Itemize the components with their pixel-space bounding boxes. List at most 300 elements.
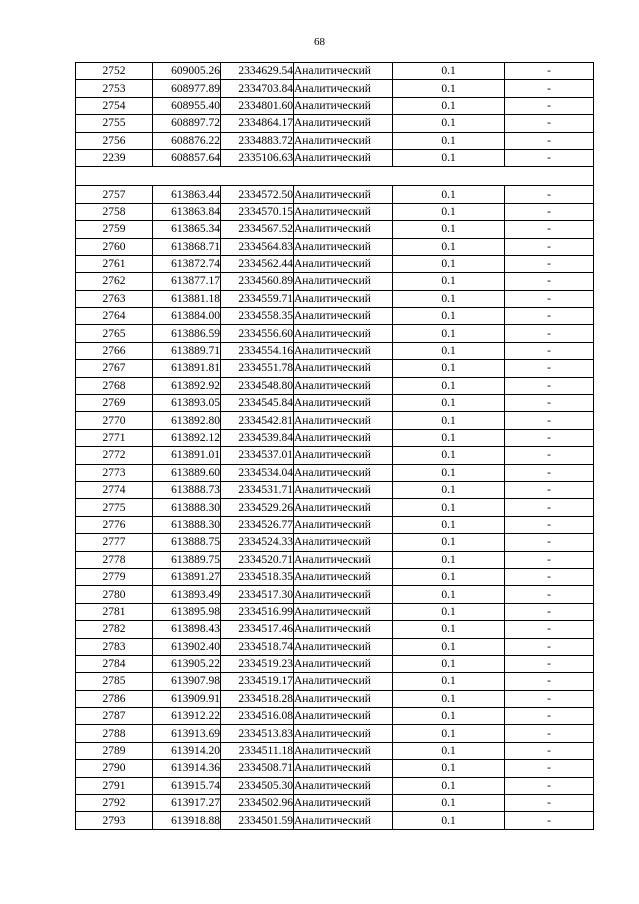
point-number-cell: 2784 <box>76 655 153 672</box>
note-cell: - <box>505 777 594 794</box>
note-cell: - <box>505 742 594 759</box>
x-coordinate-cell: 613893.49 <box>153 586 221 603</box>
accuracy-cell: 0.1 <box>393 499 505 516</box>
note-cell: - <box>505 760 594 777</box>
method-cell: Аналитический <box>294 603 393 620</box>
table-row <box>76 342 594 359</box>
note-cell: - <box>505 80 594 97</box>
x-coordinate-cell: 613889.71 <box>153 342 221 359</box>
x-coordinate-cell: 613891.81 <box>153 360 221 377</box>
point-number-cell: 2765 <box>76 325 153 342</box>
accuracy-cell: 0.1 <box>393 115 505 132</box>
y-coordinate-cell: 2334501.59 <box>221 812 294 829</box>
method-cell: Аналитический <box>294 447 393 464</box>
x-coordinate-cell: 613884.00 <box>153 308 221 325</box>
y-coordinate-cell: 2334801.60 <box>221 97 294 114</box>
point-number-cell: 2777 <box>76 534 153 551</box>
table-row <box>76 238 594 255</box>
table-row <box>76 516 594 533</box>
x-coordinate-cell: 613891.01 <box>153 447 221 464</box>
point-number-cell: 2755 <box>76 115 153 132</box>
method-cell: Аналитический <box>294 725 393 742</box>
point-number-cell: 2781 <box>76 603 153 620</box>
table-row <box>76 655 594 672</box>
y-coordinate-cell: 2334519.23 <box>221 655 294 672</box>
y-coordinate-cell: 2334572.50 <box>221 186 294 203</box>
method-cell: Аналитический <box>294 377 393 394</box>
point-number-cell: 2753 <box>76 80 153 97</box>
x-coordinate-cell: 613863.44 <box>153 186 221 203</box>
table-row <box>76 481 594 498</box>
point-number-cell: 2790 <box>76 760 153 777</box>
note-cell: - <box>505 516 594 533</box>
table-row <box>76 429 594 446</box>
y-coordinate-cell: 2334534.04 <box>221 464 294 481</box>
point-number-cell: 2791 <box>76 777 153 794</box>
point-number-cell: 2239 <box>76 149 153 166</box>
note-cell: - <box>505 360 594 377</box>
table-row <box>76 255 594 272</box>
y-coordinate-cell: 2334502.96 <box>221 795 294 812</box>
point-number-cell: 2767 <box>76 360 153 377</box>
y-coordinate-cell: 2334518.28 <box>221 690 294 707</box>
y-coordinate-cell: 2334511.18 <box>221 742 294 759</box>
note-cell: - <box>505 725 594 742</box>
accuracy-cell: 0.1 <box>393 377 505 394</box>
table-row <box>76 551 594 568</box>
y-coordinate-cell: 2334516.99 <box>221 603 294 620</box>
table-row <box>76 499 594 516</box>
method-cell: Аналитический <box>294 812 393 829</box>
x-coordinate-cell: 613909.91 <box>153 690 221 707</box>
table-row <box>76 377 594 394</box>
method-cell: Аналитический <box>294 481 393 498</box>
method-cell: Аналитический <box>294 203 393 220</box>
note-cell: - <box>505 708 594 725</box>
table-row <box>76 621 594 638</box>
x-coordinate-cell: 613868.71 <box>153 238 221 255</box>
point-number-cell: 2757 <box>76 186 153 203</box>
method-cell: Аналитический <box>294 586 393 603</box>
y-coordinate-cell: 2334513.83 <box>221 725 294 742</box>
note-cell: - <box>505 481 594 498</box>
y-coordinate-cell: 2334556.60 <box>221 325 294 342</box>
table-row <box>76 673 594 690</box>
x-coordinate-cell: 613877.17 <box>153 273 221 290</box>
x-coordinate-cell: 613914.36 <box>153 760 221 777</box>
x-coordinate-cell: 613907.98 <box>153 673 221 690</box>
note-cell: - <box>505 429 594 446</box>
method-cell: Аналитический <box>294 760 393 777</box>
x-coordinate-cell: 613888.73 <box>153 481 221 498</box>
accuracy-cell: 0.1 <box>393 221 505 238</box>
method-cell: Аналитический <box>294 221 393 238</box>
method-cell: Аналитический <box>294 690 393 707</box>
table-row <box>76 97 594 114</box>
accuracy-cell: 0.1 <box>393 97 505 114</box>
x-coordinate-cell: 613917.27 <box>153 795 221 812</box>
method-cell: Аналитический <box>294 673 393 690</box>
y-coordinate-cell: 2334629.54 <box>221 63 294 80</box>
point-number-cell: 2786 <box>76 690 153 707</box>
x-coordinate-cell: 608857.64 <box>153 149 221 166</box>
table-row <box>76 412 594 429</box>
method-cell: Аналитический <box>294 516 393 533</box>
point-number-cell: 2769 <box>76 395 153 412</box>
note-cell: - <box>505 447 594 464</box>
accuracy-cell: 0.1 <box>393 568 505 585</box>
table-row <box>76 742 594 759</box>
table-row <box>76 203 594 220</box>
accuracy-cell: 0.1 <box>393 186 505 203</box>
y-coordinate-cell: 2334537.01 <box>221 447 294 464</box>
accuracy-cell: 0.1 <box>393 516 505 533</box>
note-cell: - <box>505 342 594 359</box>
method-cell: Аналитический <box>294 412 393 429</box>
table-row <box>76 325 594 342</box>
x-coordinate-cell: 613895.98 <box>153 603 221 620</box>
y-coordinate-cell: 2334517.46 <box>221 621 294 638</box>
y-coordinate-cell: 2334518.35 <box>221 568 294 585</box>
point-number-cell: 2759 <box>76 221 153 238</box>
table-row <box>76 63 594 80</box>
point-number-cell: 2763 <box>76 290 153 307</box>
x-coordinate-cell: 613898.43 <box>153 621 221 638</box>
method-cell: Аналитический <box>294 273 393 290</box>
method-cell: Аналитический <box>294 63 393 80</box>
y-coordinate-cell: 2334864.17 <box>221 115 294 132</box>
note-cell: - <box>505 499 594 516</box>
x-coordinate-cell: 613915.74 <box>153 777 221 794</box>
coordinates-table <box>75 62 594 830</box>
table-row <box>76 795 594 812</box>
y-coordinate-cell: 2334564.83 <box>221 238 294 255</box>
method-cell: Аналитический <box>294 429 393 446</box>
x-coordinate-cell: 608876.22 <box>153 132 221 149</box>
table-row <box>76 149 594 166</box>
method-cell: Аналитический <box>294 149 393 166</box>
point-number-cell: 2758 <box>76 203 153 220</box>
coordinates-table-body <box>76 63 594 830</box>
x-coordinate-cell: 613918.88 <box>153 812 221 829</box>
method-cell: Аналитический <box>294 638 393 655</box>
note-cell: - <box>505 63 594 80</box>
point-number-cell: 2789 <box>76 742 153 759</box>
accuracy-cell: 0.1 <box>393 360 505 377</box>
y-coordinate-cell: 2335106.63 <box>221 149 294 166</box>
method-cell: Аналитический <box>294 708 393 725</box>
table-row <box>76 638 594 655</box>
x-coordinate-cell: 608897.72 <box>153 115 221 132</box>
accuracy-cell: 0.1 <box>393 481 505 498</box>
table-row <box>76 464 594 481</box>
note-cell: - <box>505 655 594 672</box>
accuracy-cell: 0.1 <box>393 777 505 794</box>
point-number-cell: 2785 <box>76 673 153 690</box>
y-coordinate-cell: 2334703.84 <box>221 80 294 97</box>
x-coordinate-cell: 613865.34 <box>153 221 221 238</box>
y-coordinate-cell: 2334524.33 <box>221 534 294 551</box>
method-cell: Аналитический <box>294 80 393 97</box>
y-coordinate-cell: 2334559.71 <box>221 290 294 307</box>
x-coordinate-cell: 613888.30 <box>153 499 221 516</box>
method-cell: Аналитический <box>294 360 393 377</box>
x-coordinate-cell: 613891.27 <box>153 568 221 585</box>
accuracy-cell: 0.1 <box>393 673 505 690</box>
note-cell: - <box>505 795 594 812</box>
method-cell: Аналитический <box>294 777 393 794</box>
note-cell: - <box>505 132 594 149</box>
table-row <box>76 80 594 97</box>
point-number-cell: 2783 <box>76 638 153 655</box>
note-cell: - <box>505 568 594 585</box>
y-coordinate-cell: 2334517.30 <box>221 586 294 603</box>
accuracy-cell: 0.1 <box>393 551 505 568</box>
accuracy-cell: 0.1 <box>393 149 505 166</box>
accuracy-cell: 0.1 <box>393 760 505 777</box>
x-coordinate-cell: 613912.22 <box>153 708 221 725</box>
table-row <box>76 221 594 238</box>
table-row <box>76 447 594 464</box>
table-row <box>76 115 594 132</box>
note-cell: - <box>505 412 594 429</box>
point-number-cell: 2782 <box>76 621 153 638</box>
note-cell: - <box>505 238 594 255</box>
point-number-cell: 2774 <box>76 481 153 498</box>
table-row <box>76 777 594 794</box>
point-number-cell: 2780 <box>76 586 153 603</box>
note-cell: - <box>505 621 594 638</box>
x-coordinate-cell: 613914.20 <box>153 742 221 759</box>
note-cell: - <box>505 673 594 690</box>
note-cell: - <box>505 115 594 132</box>
accuracy-cell: 0.1 <box>393 342 505 359</box>
table-row <box>76 725 594 742</box>
y-coordinate-cell: 2334570.15 <box>221 203 294 220</box>
y-coordinate-cell: 2334554.16 <box>221 342 294 359</box>
x-coordinate-cell: 613881.18 <box>153 290 221 307</box>
table-row <box>76 708 594 725</box>
x-coordinate-cell: 613872.74 <box>153 255 221 272</box>
point-number-cell: 2754 <box>76 97 153 114</box>
table-row <box>76 534 594 551</box>
note-cell: - <box>505 221 594 238</box>
point-number-cell: 2761 <box>76 255 153 272</box>
x-coordinate-cell: 608955.40 <box>153 97 221 114</box>
x-coordinate-cell: 613892.80 <box>153 412 221 429</box>
table-row <box>76 395 594 412</box>
method-cell: Аналитический <box>294 395 393 412</box>
point-number-cell: 2787 <box>76 708 153 725</box>
point-number-cell: 2760 <box>76 238 153 255</box>
note-cell: - <box>505 377 594 394</box>
point-number-cell: 2768 <box>76 377 153 394</box>
table-row <box>76 186 594 203</box>
note-cell: - <box>505 551 594 568</box>
accuracy-cell: 0.1 <box>393 464 505 481</box>
table-row <box>76 308 594 325</box>
point-number-cell: 2752 <box>76 63 153 80</box>
x-coordinate-cell: 608977.89 <box>153 80 221 97</box>
note-cell: - <box>505 203 594 220</box>
accuracy-cell: 0.1 <box>393 429 505 446</box>
y-coordinate-cell: 2334545.84 <box>221 395 294 412</box>
accuracy-cell: 0.1 <box>393 586 505 603</box>
y-coordinate-cell: 2334567.52 <box>221 221 294 238</box>
y-coordinate-cell: 2334518.74 <box>221 638 294 655</box>
accuracy-cell: 0.1 <box>393 238 505 255</box>
accuracy-cell: 0.1 <box>393 63 505 80</box>
method-cell: Аналитический <box>294 551 393 568</box>
x-coordinate-cell: 613902.40 <box>153 638 221 655</box>
note-cell: - <box>505 149 594 166</box>
method-cell: Аналитический <box>294 325 393 342</box>
accuracy-cell: 0.1 <box>393 412 505 429</box>
table-row <box>76 760 594 777</box>
note-cell: - <box>505 586 594 603</box>
note-cell: - <box>505 186 594 203</box>
table-row <box>76 812 594 829</box>
point-number-cell: 2770 <box>76 412 153 429</box>
table-row <box>76 273 594 290</box>
accuracy-cell: 0.1 <box>393 812 505 829</box>
note-cell: - <box>505 638 594 655</box>
accuracy-cell: 0.1 <box>393 80 505 97</box>
note-cell: - <box>505 273 594 290</box>
method-cell: Аналитический <box>294 238 393 255</box>
table-row <box>76 132 594 149</box>
method-cell: Аналитический <box>294 342 393 359</box>
point-number-cell: 2764 <box>76 308 153 325</box>
y-coordinate-cell: 2334520.71 <box>221 551 294 568</box>
method-cell: Аналитический <box>294 255 393 272</box>
accuracy-cell: 0.1 <box>393 795 505 812</box>
method-cell: Аналитический <box>294 464 393 481</box>
point-number-cell: 2793 <box>76 812 153 829</box>
point-number-cell: 2792 <box>76 795 153 812</box>
x-coordinate-cell: 613888.30 <box>153 516 221 533</box>
accuracy-cell: 0.1 <box>393 325 505 342</box>
accuracy-cell: 0.1 <box>393 708 505 725</box>
note-cell: - <box>505 290 594 307</box>
note-cell: - <box>505 464 594 481</box>
accuracy-cell: 0.1 <box>393 621 505 638</box>
y-coordinate-cell: 2334519.17 <box>221 673 294 690</box>
accuracy-cell: 0.1 <box>393 603 505 620</box>
x-coordinate-cell: 613888.75 <box>153 534 221 551</box>
y-coordinate-cell: 2334526.77 <box>221 516 294 533</box>
y-coordinate-cell: 2334542.81 <box>221 412 294 429</box>
x-coordinate-cell: 613913.69 <box>153 725 221 742</box>
method-cell: Аналитический <box>294 621 393 638</box>
y-coordinate-cell: 2334883.72 <box>221 132 294 149</box>
accuracy-cell: 0.1 <box>393 255 505 272</box>
note-cell: - <box>505 603 594 620</box>
y-coordinate-cell: 2334562.44 <box>221 255 294 272</box>
point-number-cell: 2756 <box>76 132 153 149</box>
y-coordinate-cell: 2334529.26 <box>221 499 294 516</box>
x-coordinate-cell: 613889.75 <box>153 551 221 568</box>
method-cell: Аналитический <box>294 534 393 551</box>
page-number: 68 <box>314 36 325 48</box>
x-coordinate-cell: 613905.22 <box>153 655 221 672</box>
table-row <box>76 690 594 707</box>
separator-row <box>76 167 594 186</box>
method-cell: Аналитический <box>294 655 393 672</box>
note-cell: - <box>505 395 594 412</box>
x-coordinate-cell: 613863.84 <box>153 203 221 220</box>
method-cell: Аналитический <box>294 795 393 812</box>
accuracy-cell: 0.1 <box>393 395 505 412</box>
x-coordinate-cell: 613893.05 <box>153 395 221 412</box>
method-cell: Аналитический <box>294 290 393 307</box>
accuracy-cell: 0.1 <box>393 290 505 307</box>
point-number-cell: 2788 <box>76 725 153 742</box>
table-row <box>76 568 594 585</box>
note-cell: - <box>505 534 594 551</box>
accuracy-cell: 0.1 <box>393 725 505 742</box>
y-coordinate-cell: 2334539.84 <box>221 429 294 446</box>
y-coordinate-cell: 2334548.80 <box>221 377 294 394</box>
method-cell: Аналитический <box>294 499 393 516</box>
accuracy-cell: 0.1 <box>393 638 505 655</box>
table-row <box>76 360 594 377</box>
accuracy-cell: 0.1 <box>393 308 505 325</box>
table-row <box>76 586 594 603</box>
point-number-cell: 2773 <box>76 464 153 481</box>
point-number-cell: 2776 <box>76 516 153 533</box>
y-coordinate-cell: 2334516.08 <box>221 708 294 725</box>
method-cell: Аналитический <box>294 308 393 325</box>
accuracy-cell: 0.1 <box>393 132 505 149</box>
note-cell: - <box>505 812 594 829</box>
point-number-cell: 2775 <box>76 499 153 516</box>
x-coordinate-cell: 613892.12 <box>153 429 221 446</box>
note-cell: - <box>505 325 594 342</box>
y-coordinate-cell: 2334531.71 <box>221 481 294 498</box>
x-coordinate-cell: 609005.26 <box>153 63 221 80</box>
point-number-cell: 2778 <box>76 551 153 568</box>
method-cell: Аналитический <box>294 132 393 149</box>
note-cell: - <box>505 308 594 325</box>
accuracy-cell: 0.1 <box>393 655 505 672</box>
table-row <box>76 603 594 620</box>
y-coordinate-cell: 2334505.30 <box>221 777 294 794</box>
accuracy-cell: 0.1 <box>393 742 505 759</box>
x-coordinate-cell: 613886.59 <box>153 325 221 342</box>
accuracy-cell: 0.1 <box>393 534 505 551</box>
accuracy-cell: 0.1 <box>393 690 505 707</box>
point-number-cell: 2779 <box>76 568 153 585</box>
y-coordinate-cell: 2334558.35 <box>221 308 294 325</box>
point-number-cell: 2772 <box>76 447 153 464</box>
method-cell: Аналитический <box>294 97 393 114</box>
accuracy-cell: 0.1 <box>393 203 505 220</box>
point-number-cell: 2771 <box>76 429 153 446</box>
x-coordinate-cell: 613889.60 <box>153 464 221 481</box>
method-cell: Аналитический <box>294 568 393 585</box>
accuracy-cell: 0.1 <box>393 447 505 464</box>
y-coordinate-cell: 2334560.89 <box>221 273 294 290</box>
table-row <box>76 290 594 307</box>
note-cell: - <box>505 690 594 707</box>
x-coordinate-cell: 613892.92 <box>153 377 221 394</box>
method-cell: Аналитический <box>294 186 393 203</box>
note-cell: - <box>505 97 594 114</box>
point-number-cell: 2766 <box>76 342 153 359</box>
point-number-cell: 2762 <box>76 273 153 290</box>
method-cell: Аналитический <box>294 115 393 132</box>
